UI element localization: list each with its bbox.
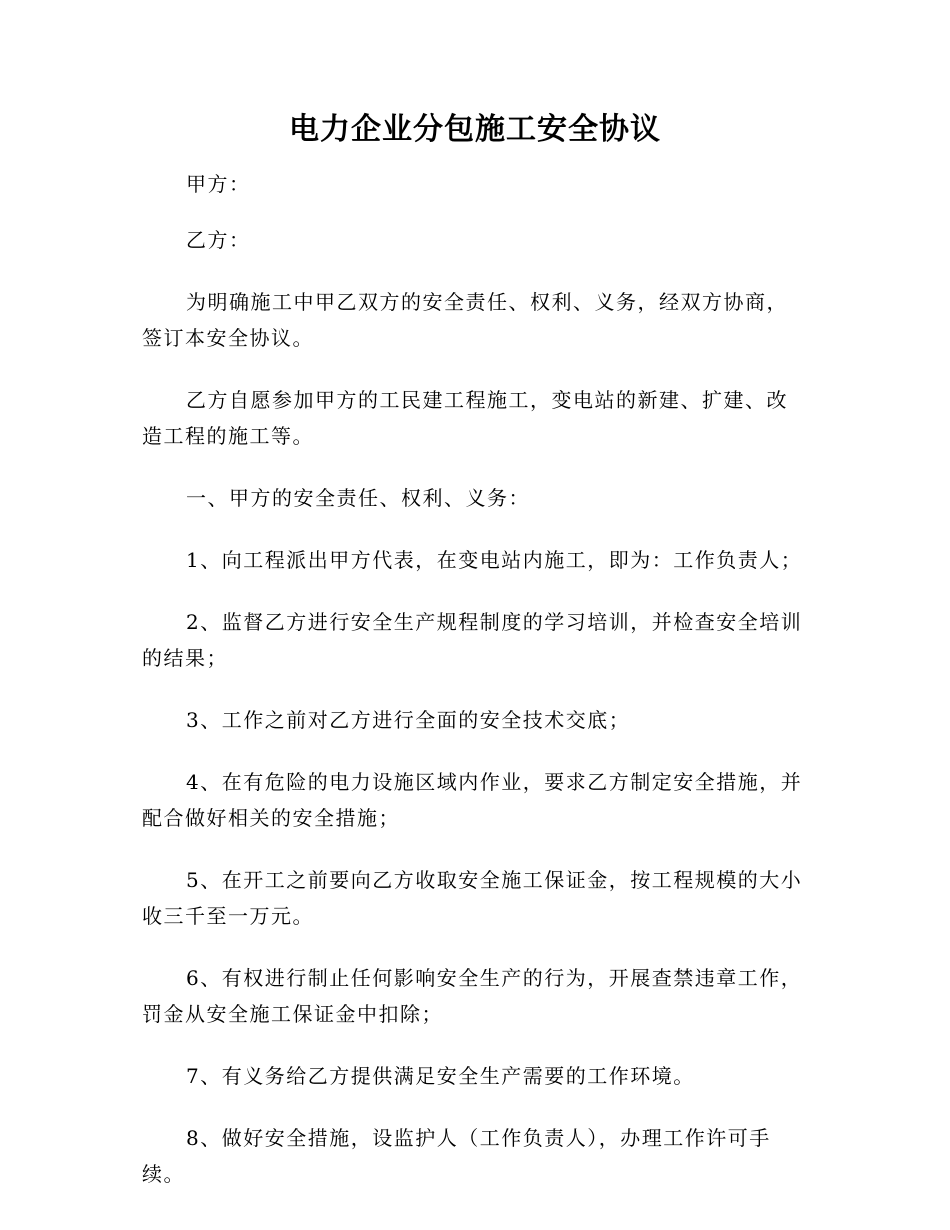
- scope-paragraph: 乙方自愿参加甲方的工民建工程施工，变电站的新建、扩建、改造工程的施工等。: [142, 388, 788, 448]
- clause-2: 2、监督乙方进行安全生产规程制度的学习培训，并检查安全培训的结果；: [142, 610, 803, 670]
- document-title: 电力企业分包施工安全协议: [289, 112, 661, 147]
- clause-1: 1、向工程派出甲方代表，在变电站内施工，即为：工作负责人；: [186, 548, 803, 572]
- clause-5: 5、在开工之前要向乙方收取安全施工保证金，按工程规模的大小收三千至一万元。: [142, 868, 803, 928]
- purpose-paragraph: 为明确施工中甲乙双方的安全责任、权利、义务，经双方协商，签订本安全协议。: [142, 290, 788, 350]
- clause-8: 8、做好安全措施，设监护人（工作负责人），办理工作许可手续。: [142, 1126, 771, 1186]
- clause-6: 6、有权进行制止任何影响安全生产的行为，开展查禁违章工作，罚金从安全施工保证金中扣除；: [142, 966, 803, 1026]
- document-body: [142, 166, 808, 1218]
- clause-3: 3、工作之前对乙方进行全面的安全技术交底；: [186, 708, 631, 732]
- clause-7: 7、有义务给乙方提供满足安全生产需要的工作环境。: [186, 1064, 695, 1088]
- party-b-line: 乙方：: [186, 228, 251, 252]
- party-a-line: 甲方：: [186, 172, 251, 196]
- clause-4: 4、在有危险的电力设施区域内作业，要求乙方制定安全措施，并配合做好相关的安全措施；: [142, 770, 803, 830]
- section-heading-party-a: 一、甲方的安全责任、权利、义务：: [186, 486, 530, 510]
